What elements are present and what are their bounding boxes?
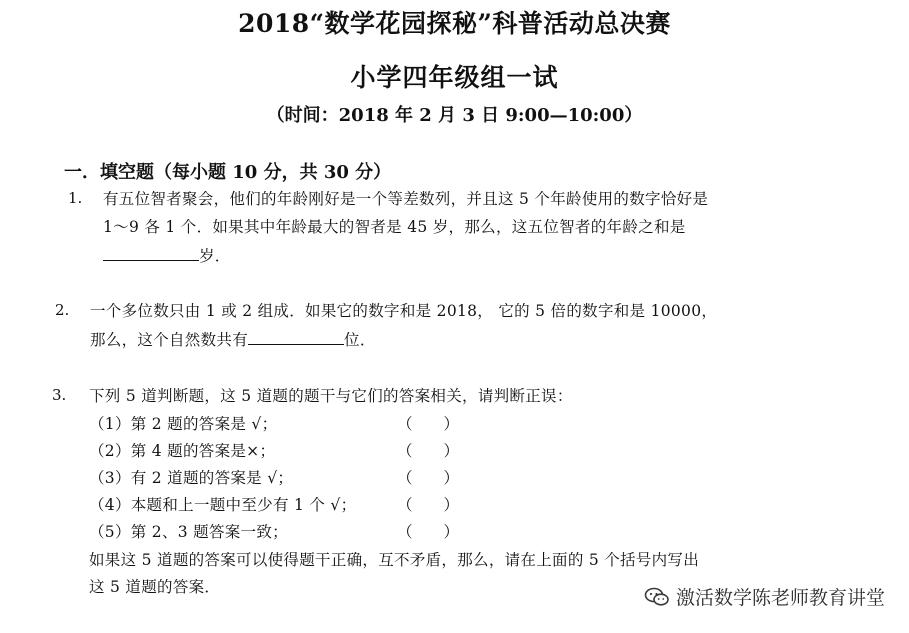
q3-item-5: （5）第 2、3 题答案一致； <box>89 523 288 541</box>
q1-answer-blank <box>103 248 199 261</box>
q3-item-3: （3）有 2 道题的答案是 √； <box>89 469 294 487</box>
q2-number: 2. <box>55 301 70 319</box>
q1-line2: 1～9 各 1 个．如果其中年龄最大的智者是 45 岁，那么，这五位智者的年龄之和是 <box>103 218 686 236</box>
watermark <box>644 583 885 610</box>
q3-item-2-paren: （ ） <box>397 442 460 460</box>
q3-number: 3. <box>52 386 67 404</box>
q3-item-4-paren: （ ） <box>397 496 460 514</box>
exam-time: （时间：2018 年 2 月 3 日 9:00—10:00） <box>266 105 643 126</box>
section-heading: 一．填空题（每小题 10 分，共 30 分） <box>64 162 392 183</box>
exam-title: 2018“数学花园探秘”科普活动总决赛 <box>238 9 671 38</box>
q3-item-1-paren: （ ） <box>397 415 460 433</box>
q2-line2 <box>90 328 376 350</box>
exam-subtitle: 小学四年级组一试 <box>350 63 559 92</box>
wechat-icon <box>644 587 670 607</box>
q2-answer-blank <box>248 332 344 345</box>
q3-item-3-paren: （ ） <box>397 469 460 487</box>
q1-line1: 有五位智者聚会，他们的年龄刚好是一个等差数列，并且这 5 个年龄使用的数字恰好是 <box>103 190 709 208</box>
q3-closing-line2: 这 5 道题的答案． <box>89 578 221 596</box>
watermark-text: 激活数学陈老师教育讲堂 <box>675 587 885 609</box>
q3-closing-line1: 如果这 5 道题的答案可以使得题干正确，互不矛盾，那么，请在上面的 5 个括号内写出 <box>89 551 700 569</box>
q1-number: 1. <box>68 189 83 207</box>
q2-line1: 一个多位数只由 1 或 2 组成．如果它的数字和是 2018， 它的 5 倍的数字和是 10000， <box>90 302 718 320</box>
q2-line2-prefix: 那么，这个自然数共有 <box>90 331 249 349</box>
q3-item-2: （2）第 4 题的答案是×； <box>89 442 276 460</box>
q3-intro: 下列 5 道判断题，这 5 道题的题干与它们的答案相关，请判断正误： <box>89 387 573 405</box>
q1-line3 <box>103 244 231 266</box>
q2-line2-suffix: 位． <box>344 331 376 349</box>
q3-item-4: （4）本题和上一题中至少有 1 个 √； <box>89 496 357 514</box>
q3-item-1: （1）第 2 题的答案是 √； <box>89 415 278 433</box>
q1-line3-suffix: 岁． <box>199 247 231 265</box>
q3-item-5-paren: （ ） <box>397 523 460 541</box>
